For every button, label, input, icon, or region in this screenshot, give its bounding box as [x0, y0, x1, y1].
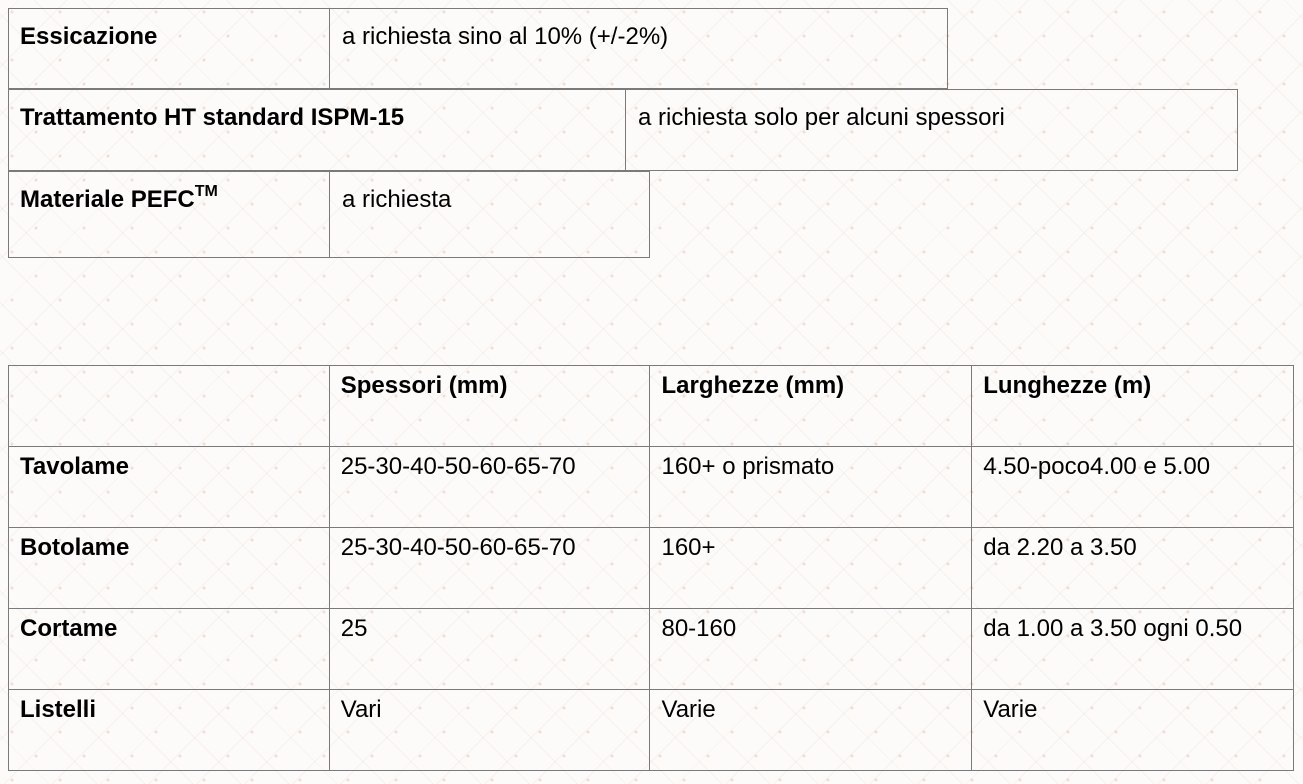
property-label-text: Materiale PEFC	[20, 186, 195, 213]
cell-spessori: 25-30-40-50-60-65-70	[329, 447, 650, 528]
cell-lunghezze: da 2.20 a 3.50	[972, 528, 1294, 609]
column-header-lunghezze: Lunghezze (m)	[972, 366, 1294, 447]
trademark-superscript: TM	[194, 183, 218, 200]
row-header: Cortame	[9, 609, 330, 690]
column-header-larghezze: Larghezze (mm)	[650, 366, 972, 447]
cell-lunghezze: 4.50-poco4.00 e 5.00	[972, 447, 1294, 528]
column-header-spessori: Spessori (mm)	[329, 366, 650, 447]
property-value: a richiesta solo per alcuni spessori	[626, 90, 1238, 171]
table-row	[9, 528, 1294, 609]
row-header: Listelli	[9, 690, 330, 771]
property-label	[9, 172, 330, 258]
dimensions-table	[8, 365, 1294, 771]
table-header-row	[9, 366, 1294, 447]
cell-larghezze: 160+	[650, 528, 972, 609]
property-label: Trattamento HT standard ISPM-15	[9, 90, 626, 171]
cell-lunghezze: Varie	[972, 690, 1294, 771]
cell-spessori: Vari	[329, 690, 650, 771]
cell-larghezze: 80-160	[650, 609, 972, 690]
table-row	[9, 690, 1294, 771]
property-table-trattamento	[8, 89, 1238, 171]
property-row	[9, 90, 1238, 171]
property-value: a richiesta	[330, 172, 650, 258]
table-row	[9, 447, 1294, 528]
row-header: Botolame	[9, 528, 330, 609]
cell-larghezze: Varie	[650, 690, 972, 771]
property-value: a richiesta sino al 10% (+/-2%)	[330, 9, 948, 89]
property-row	[9, 9, 948, 89]
property-row	[9, 172, 650, 258]
row-header: Tavolame	[9, 447, 330, 528]
property-table-essicazione	[8, 8, 948, 89]
cell-lunghezze: da 1.00 a 3.50 ogni 0.50	[972, 609, 1294, 690]
table-row	[9, 609, 1294, 690]
cell-spessori: 25-30-40-50-60-65-70	[329, 528, 650, 609]
cell-spessori: 25	[329, 609, 650, 690]
property-table-pefc	[8, 171, 650, 258]
column-header-empty	[9, 366, 330, 447]
property-label: Essicazione	[9, 9, 330, 89]
cell-larghezze: 160+ o prismato	[650, 447, 972, 528]
